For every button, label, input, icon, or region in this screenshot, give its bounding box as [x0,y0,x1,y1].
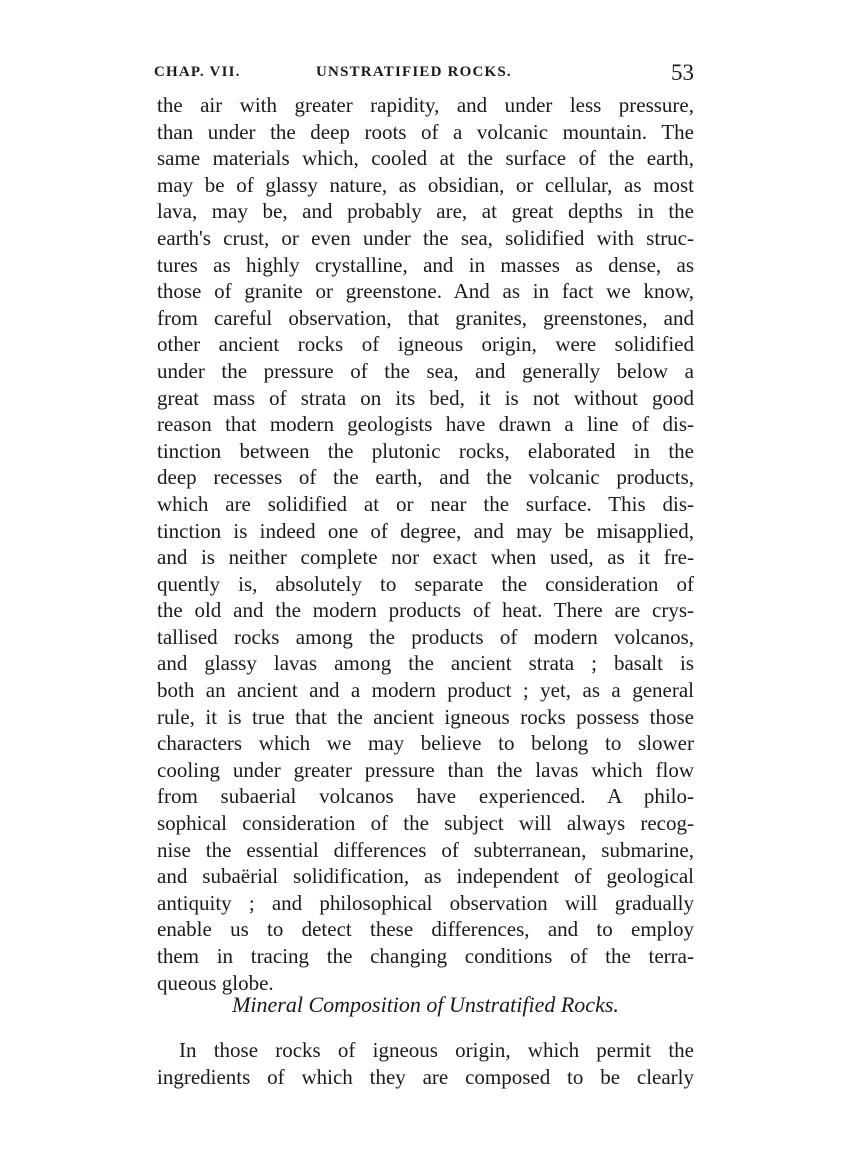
text-line: the air with greater rapidity, and under less pressure, [157,93,694,117]
text-line: In those rocks of igneous origin, which permit the [179,1038,694,1062]
text-line: nise the essential differences of subterranean, submarine, [157,837,694,862]
text-line: from subaerial volcanos have experienced. A philo- [157,784,694,809]
section-paragraph [157,1037,694,1090]
text-line: cooling under greater pressure than the lavas which flow [157,757,694,782]
text-line: tures as highly crystalline, and in masses as dense, as [157,252,694,277]
text-line: which are solidified at or near the surface. This dis- [157,491,694,516]
text-line: sophical consideration of the subject will always recog- [157,811,694,836]
section-heading: Mineral Composition of Unstratified Rocks. [232,992,619,1017]
text-line: queous globe. [157,970,274,995]
text-line: both an ancient and a modern product ; yet, as a general [157,678,694,703]
text-line: from careful observation, that granites, greenstones, and [157,305,694,330]
text-line: and subaërial solidification, as independent of geological [157,864,694,889]
text-line: reason that modern geologists have drawn a line of dis- [157,412,694,437]
chapter-label: CHAP. VII. [154,64,241,80]
running-head [154,60,694,90]
page-number: 53 [671,60,694,85]
text-line: and is neither complete nor exact when used, as it fre- [157,545,694,570]
running-title: UNSTRATIFIED ROCKS. [316,64,512,80]
text-line: other ancient rocks of igneous origin, were solidified [157,332,694,357]
text-line: them in tracing the changing conditions of the terra- [157,944,694,968]
text-line: tinction is indeed one of degree, and may be misapplied, [157,518,694,543]
text-line: may be of glassy nature, as obsidian, or cellular, as most [157,172,694,197]
text-line: under the pressure of the sea, and generally below a [157,358,694,383]
text-line: characters which we may believe to belong to slower [157,731,694,756]
text-line: ingredients of which they are composed to be clearly [157,1064,694,1089]
text-line: and glassy lavas among the ancient strata ; basalt is [157,651,694,676]
text-line: quently is, absolutely to separate the consideration of [157,571,694,596]
text-line: antiquity ; and philosophical observation will gradually [157,890,694,915]
text-line: great mass of strata on its bed, it is not without good [157,385,694,410]
text-line: those of granite or greenstone. And as in fact we know, [157,279,694,304]
text-line: enable us to detect these differences, and to employ [157,917,694,942]
body-paragraph [157,92,694,996]
text-line: than under the deep roots of a volcanic mountain. The [157,119,694,144]
text-line: rule, it is true that the ancient igneous rocks possess those [157,704,694,729]
text-line: lava, may be, and probably are, at great depths in the [157,199,694,224]
text-line: deep recesses of the earth, and the volcanic products, [157,465,694,490]
text-line: tallised rocks among the products of modern volcanos, [157,624,694,649]
text-line: tinction between the plutonic rocks, elaborated in the [157,438,694,463]
text-line: same materials which, cooled at the surface of the earth, [157,146,694,171]
text-line: earth's crust, or even under the sea, solidified with struc- [157,225,694,250]
text-line: the old and the modern products of heat. There are crys- [157,598,694,623]
